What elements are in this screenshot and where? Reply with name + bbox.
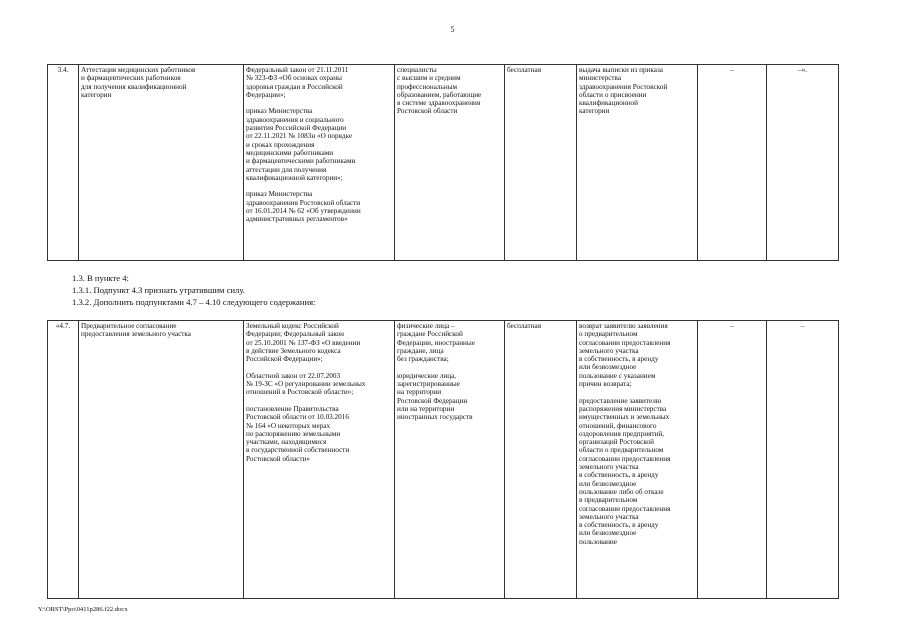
service-result: возврат заявителю заявления о предварительном согласовании предоставления земельного участка в собственность, в аренду или безвозмездное пользование с указанием причин возврата; предоставление заявителю распоряжения министерства имущественных и земельных отношений, финансового оздоровления предприятий, организаций Ростовской области о предварительном согласовании предоставления земельного участка в собственность, в аренду или безвозмездное пользование либо об отказе в предварительном согласовании предоставления земельного участка в собственность, в аренду или безвозмездное пользование [577,321,698,599]
cost: бесплатная [505,65,577,261]
table-row [48,65,839,261]
paragraph-1-3-2: 1.3.2. Дополнить подпунктами 4.7 – 4.10 следующего содержания: [72,297,316,307]
paragraph-1-3-1: 1.3.1. Подпункт 4.3 признать утратившим силу. [72,285,245,295]
column-7: – [698,65,767,261]
file-path-footer: Y:\ORST\Ppo\0411p286.f22.docx [38,606,128,613]
service-name: Предварительное согласование предоставления земельного участка [79,321,244,599]
row-number: 3.4. [48,65,79,261]
page-number: 5 [450,25,455,34]
recipients: специалисты с высшим и средним профессиональным образованием, работающие в системе здравоохранения Ростовской области [395,65,505,261]
column-7: – [698,321,767,599]
service-name: Аттестация медицинских работников и фармацевтических работников для получения квалификационной категории [79,65,244,261]
recipients: физические лица – граждане Российской Федерации, иностранные граждане, лица без гражданства; юридические лица, зарегистрированные на территории Ростовской Федерации или на территории иностранных государств [395,321,505,599]
cost: бесплатная [505,321,577,599]
service-result: выдача выписки из приказа министерства здравоохранения Ростовской области о присвоении квалификационной категории [577,65,698,261]
table-row [48,321,839,599]
column-8: –». [767,65,839,261]
paragraph-1-3: 1.3. В пункте 4: [72,273,129,283]
services-table-2 [47,320,839,599]
column-8: – [767,321,839,599]
legal-basis: Федеральный закон от 21.11.2011 № 323-ФЗ «Об основах охраны здоровья граждан в Российской Федерации»; приказ Министерства здравоохранения и социального развития Российской Федерации от 22.11.2021 № 1083н «О порядке и сроках прохождения медицинскими работниками и фармацевтическими работниками аттестации для получения квалификационной категории»; приказ Министерства здравоохранения Ростовской области от 16.01.2014 № 62 «Об утверждении административных регламентов» [244,65,395,261]
legal-basis: Земельный кодекс Российской Федерации; Федеральный закон от 25.10.2001 № 137-ФЗ «О введении в действие Земельного кодекса Российской Федерации»; Областной закон от 22.07.2003 № 19-ЗС «О регулировании земельных отношений в Ростовской области»; постановление Правительства Ростовской области от 10.03.2016 № 164 «О некоторых мерах по распоряжению земельными участками, находящимися в государственной собственности Ростовской области» [244,321,395,599]
row-number: «4.7. [48,321,79,599]
services-table-1 [47,64,839,261]
